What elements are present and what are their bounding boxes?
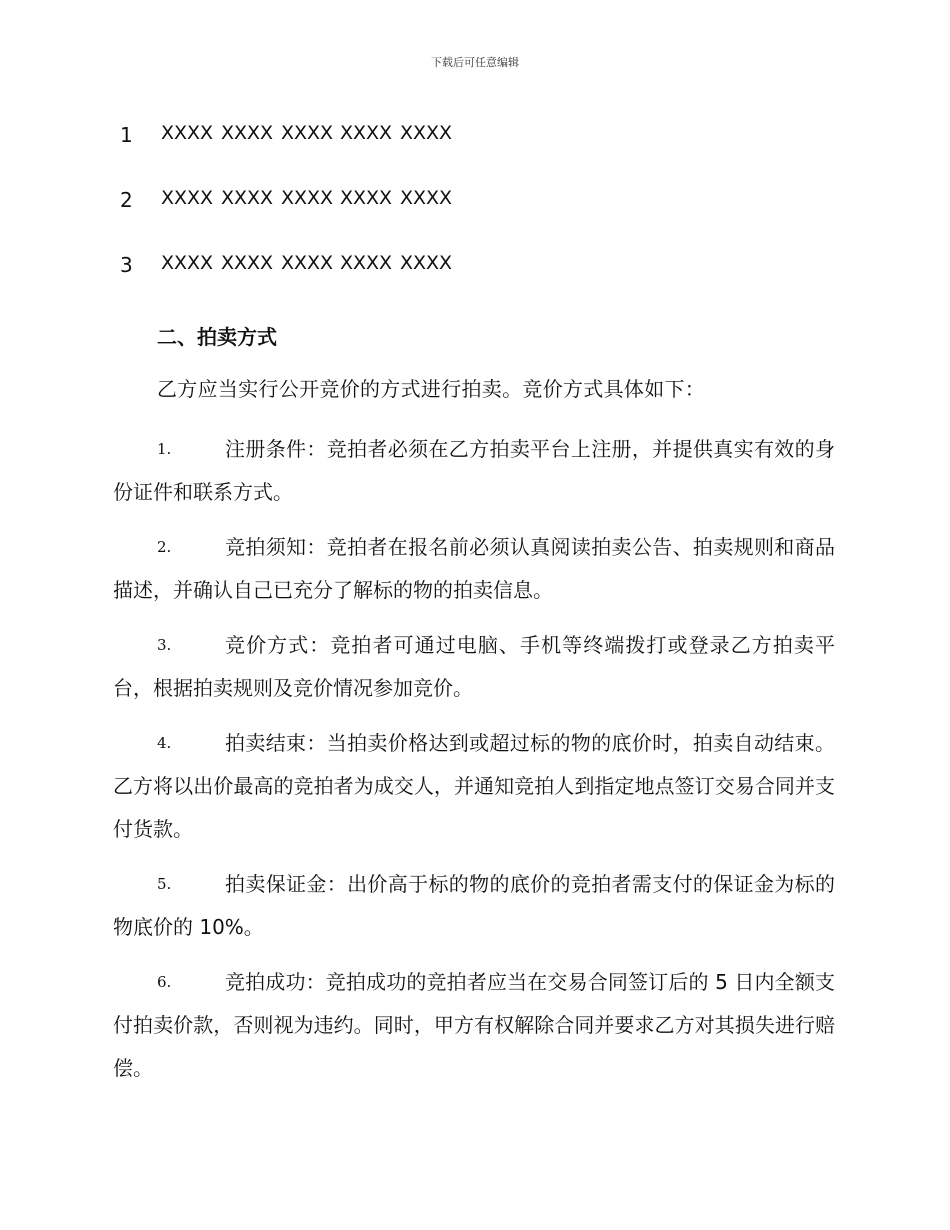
clause-text: 竞拍须知：竞拍者在报名前必须认真阅读拍卖公告、拍卖规则和商品描述，并确认自己已充分了解标的物的拍卖信息。 [113, 535, 835, 602]
table-cell: XXXX [281, 122, 334, 144]
clause-item [113, 961, 835, 1090]
row-number: 3 [120, 253, 133, 277]
table-cell: XXXX [340, 252, 393, 274]
table-cell: XXXX [400, 252, 453, 274]
table-cell: XXXX [281, 187, 334, 209]
clause-item [113, 722, 835, 851]
clause-number: 6. [157, 973, 172, 991]
table-cell: XXXX [221, 187, 274, 209]
clause-text: 竞拍成功：竞拍成功的竞拍者应当在交易合同签订后的 5 日内全额支付拍卖价款，否则视为违约。同时，甲方有权解除合同并要求乙方对其损失进行赔偿。 [113, 970, 835, 1080]
clause-text: 注册条件：竞拍者必须在乙方拍卖平台上注册，并提供真实有效的身份证件和联系方式。 [113, 437, 835, 504]
clause-item [113, 863, 835, 949]
clause-text: 拍卖保证金：出价高于标的物的底价的竞拍者需支付的保证金为标的物底价的 10%。 [113, 872, 835, 939]
table-cell: XXXX [221, 122, 274, 144]
table-cell: XXXX [161, 252, 214, 274]
table-cell: XXXX [400, 122, 453, 144]
page-header: 下载后可任意编辑 [431, 56, 519, 69]
clause-text: 拍卖结束：当拍卖价格达到或超过标的物的底价时，拍卖自动结束。乙方将以出价最高的竞拍者为成交人，并通知竞拍人到指定地点签订交易合同并支付货款。 [113, 731, 835, 841]
clause-number: 1. [157, 440, 172, 458]
clause-number: 5. [157, 875, 172, 893]
table-cell: XXXX [161, 122, 214, 144]
section-heading: 二、拍卖方式 [157, 325, 277, 349]
clause-list [113, 428, 835, 1102]
clause-item [113, 428, 835, 514]
intro-paragraph: 乙方应当实行公开竞价的方式进行拍卖。竞价方式具体如下： [157, 377, 706, 401]
clause-text: 竞价方式：竞拍者可通过电脑、手机等终端拨打或登录乙方拍卖平台，根据拍卖规则及竞价情况参加竞价。 [113, 633, 835, 700]
clause-number: 4. [157, 734, 172, 752]
table-cell: XXXX [161, 187, 214, 209]
clause-number: 3. [157, 636, 172, 654]
clause-item [113, 624, 835, 710]
row-number: 1 [120, 123, 133, 147]
table-cell: XXXX [340, 122, 393, 144]
table-cell: XXXX [281, 252, 334, 274]
table-cell: XXXX [221, 252, 274, 274]
clause-item [113, 526, 835, 612]
clause-number: 2. [157, 538, 172, 556]
table-cell: XXXX [400, 187, 453, 209]
table-cell: XXXX [340, 187, 393, 209]
row-number: 2 [120, 188, 133, 212]
